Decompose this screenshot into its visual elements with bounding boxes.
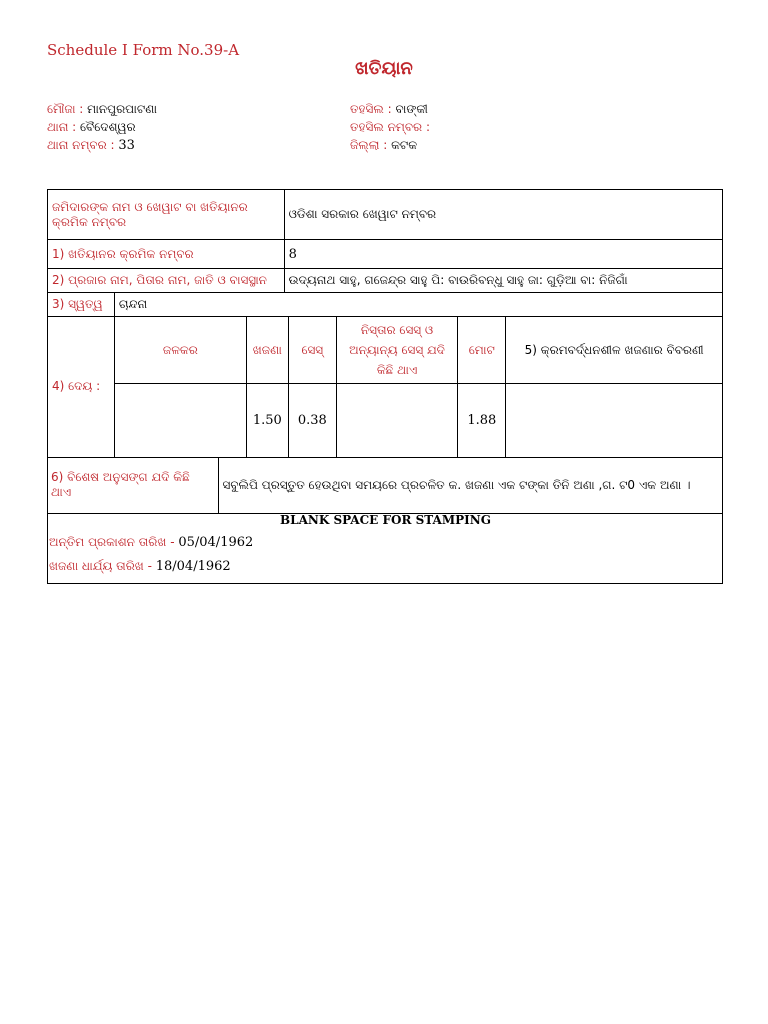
- tahasil-label: ତହସିଲ :: [350, 102, 396, 116]
- dues-header-khajana: ଖଜଣା: [246, 317, 288, 384]
- khatiyan-no-label: 1) ଖତିୟାନର କ୍ରମିକ ନମ୍ବର: [48, 240, 285, 269]
- right-value: ଚାନ୍ଦନା: [114, 293, 722, 317]
- mouza-label: ମୌଜା :: [47, 102, 88, 116]
- stamp-title: BLANK SPACE FOR STAMPING: [280, 512, 491, 527]
- dues-value-progressive: [506, 384, 722, 457]
- final-publication-date: 05/04/1962: [178, 534, 254, 550]
- mouza-row: [47, 100, 157, 118]
- stamp-row: [48, 513, 723, 583]
- special-label: 6) ବିଶେଷ ଅନୁସଙ୍ଗ ଯଦି କିଛି ଥାଏ: [48, 458, 218, 513]
- page-title: ଖତିୟାନ: [355, 58, 413, 79]
- special-value: ସବୁଲିପି ପ୍ରସ୍ତୁତ ହେଉଥିବା ସମୟରେ ପ୍ରଚଳିତ କ. ଖଜଣା ଏକ ଟଙ୍କା ତିନି ଅଣା ,ଗ. ଟ0 ଏକ ଅଣା ।: [222, 477, 691, 492]
- khatiyan-no-row: [48, 240, 723, 269]
- dues-header-total: ମୋଟ: [458, 317, 506, 384]
- dues-value-cess: 0.38: [288, 384, 336, 457]
- thana-row: [47, 118, 157, 136]
- zamindar-row: [48, 190, 723, 240]
- stamp-cell: [48, 513, 723, 583]
- district-label: ଜିଲ୍ଲା :: [350, 138, 392, 152]
- dues-value-jalakar: [115, 384, 246, 457]
- khatiyan-no-value: 8: [284, 240, 722, 269]
- dues-value-khajana: 1.50: [246, 384, 288, 457]
- dues-header-row: [115, 317, 722, 384]
- form-number: Schedule I Form No.39-A: [47, 41, 240, 59]
- right-row: [48, 293, 723, 317]
- dues-row: [48, 317, 723, 458]
- dues-value-total: 1.88: [458, 384, 506, 457]
- zamindar-label: ଜମିଦାରଙ୍କ ନାମ ଓ ଖେୱାଟ ବା ଖତିୟାନର କ୍ରମିକ ନମ୍ବର: [48, 190, 285, 240]
- special-subtable: [48, 458, 722, 513]
- tenant-label: 2) ପ୍ରଜାର ନାମ, ପିତାର ନାମ, ଜାତି ଓ ବାସସ୍ଥାନ: [48, 269, 285, 293]
- final-publication-line: [49, 533, 722, 552]
- thana-no-label: ଥାନା ନମ୍ବର :: [47, 138, 119, 152]
- tenant-value: ଉଦ୍ୟନାଥ ସାହୁ, ଗଜେନ୍ଦ୍ର ସାହୁ ପି: ବାଉରିବନ୍ଧୁ ସାହୁ ଜା: ଗୁଡ଼ିଆ ବା: ନିଜିଗାଁ: [284, 269, 722, 293]
- right-label: 3) ସ୍ୱତ୍ୱ: [48, 293, 115, 317]
- tahasil-row: [350, 100, 430, 118]
- zamindar-value: ଓଡିଶା ସରକାର ଖେୱାଟ ନମ୍ବର: [284, 190, 722, 240]
- dues-cell: [114, 317, 722, 458]
- dues-header-cess: ସେସ୍: [288, 317, 336, 384]
- mouza-value: ମାନପୁରପାଟଣା: [87, 102, 157, 116]
- tahasil-no-label: ତହସିଲ ନମ୍ବର :: [350, 120, 431, 134]
- tenant-row: [48, 269, 723, 293]
- info-left-block: [47, 100, 157, 155]
- tahasil-value: ବାଙ୍କୀ: [395, 102, 428, 116]
- khatiyan-table: [47, 189, 723, 584]
- thana-value: ବୈଦେଶ୍ୱର: [80, 120, 136, 134]
- dues-label: 4) ଦେୟ :: [48, 317, 115, 458]
- info-right-block: [350, 100, 430, 154]
- tahasil-no-row: [350, 118, 430, 136]
- thana-no-row: [47, 136, 157, 155]
- thana-label: ଥାନା :: [47, 120, 81, 134]
- dues-subtable: [115, 317, 722, 457]
- thana-no-value: 33: [118, 138, 135, 153]
- rent-date-line: [49, 557, 722, 576]
- dues-value-other-cess: [336, 384, 458, 457]
- district-value: କଟକ: [391, 138, 418, 152]
- dues-value-row: [115, 384, 722, 457]
- dues-header-jalakar: ଜଳକର: [115, 317, 246, 384]
- special-cell: [48, 457, 723, 513]
- dues-header-other-cess: ନିସ୍ତାର ସେସ୍ ଓ ଅନ୍ୟାନ୍ୟ ସେସ୍ ଯଦି କିଛି ଥାଏ: [336, 317, 458, 384]
- dues-header-progressive: 5) କ୍ରମବର୍ଦ୍ଧନଶୀଳ ଖଜଣାର ବିବରଣୀ: [506, 317, 722, 384]
- special-row: [48, 457, 723, 513]
- rent-date-label: ଖଜଣା ଧାର୍ଯ୍ୟ ତାରିଖ -: [49, 558, 156, 573]
- final-publication-label: ଅନ୍ତିମ ପ୍ରକାଶନ ତାରିଖ -: [49, 534, 179, 549]
- district-row: [350, 136, 430, 154]
- rent-date-value: 18/04/1962: [155, 558, 231, 574]
